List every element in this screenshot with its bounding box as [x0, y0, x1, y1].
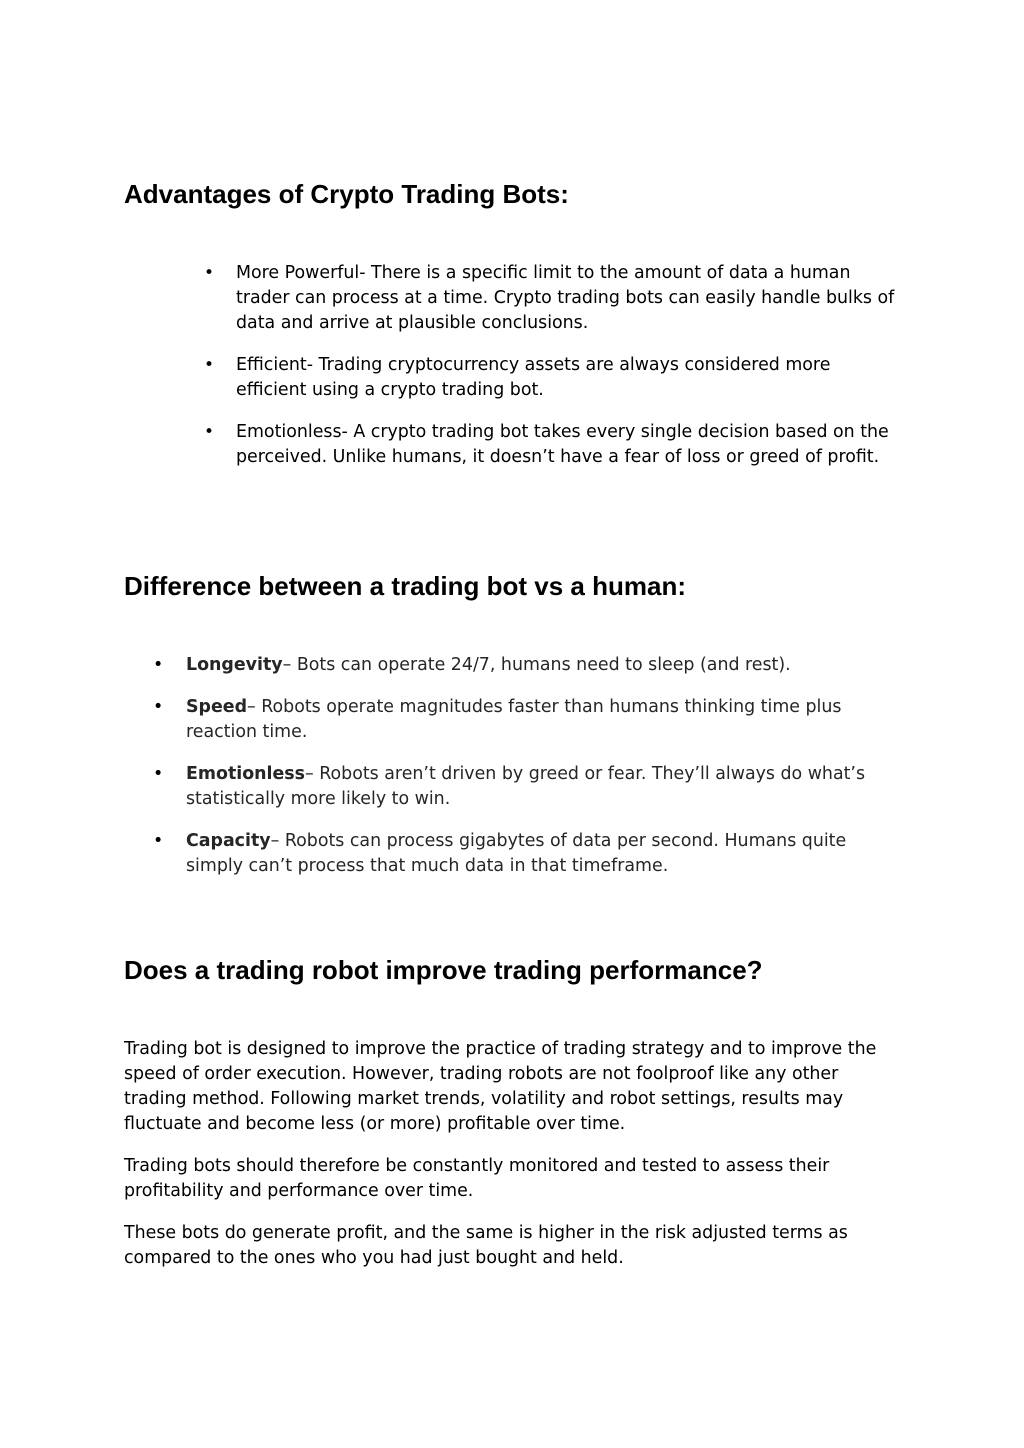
list-item-term: Emotionless — [186, 764, 306, 784]
list-item-term: Longevity — [186, 655, 283, 675]
advantages-list — [124, 261, 904, 487]
bullet-icon: • — [153, 764, 164, 784]
list-item-text: Efficient- Trading cryptocurrency assets are always considered more efficient using a crypto trading bot. — [236, 355, 831, 400]
list-item — [124, 653, 904, 678]
list-item-term: Speed — [186, 697, 248, 717]
list-item — [124, 762, 904, 812]
paragraph: These bots do generate profit, and the same is higher in the risk adjusted terms as compared to the ones who you had just bought and held. — [124, 1223, 848, 1268]
list-item — [124, 261, 904, 336]
list-item-text: – Robots can process gigabytes of data per second. Humans quite simply can’t process that much data in that timeframe. — [186, 831, 847, 876]
list-item-text: – Robots aren’t driven by greed or fear. They’ll always do what’s statistically more likely to win. — [186, 764, 866, 809]
list-item — [124, 353, 904, 403]
bullet-icon: • — [204, 422, 215, 442]
list-item-text: Emotionless- A crypto trading bot takes every single decision based on the perceived. Unlike humans, it doesn’t have a fear of loss or greed of profit. — [236, 422, 889, 467]
list-item — [124, 695, 904, 745]
paragraph: Trading bot is designed to improve the practice of trading strategy and to improve the speed of order execution. However, trading robots are not foolproof like any other trading method. Following market trends, volatility and robot settings, results may fluctuate and become less (or more) profitable over time. — [124, 1039, 877, 1134]
performance-heading: Does a trading robot improve trading performance? — [124, 955, 763, 985]
list-item-text: – Bots can operate 24/7, humans need to sleep (and rest). — [282, 655, 791, 675]
bullet-icon: • — [204, 355, 215, 375]
bullet-icon: • — [204, 263, 215, 283]
bullet-icon: • — [153, 831, 164, 851]
bullet-icon: • — [153, 655, 164, 675]
bullet-icon: • — [153, 697, 164, 717]
list-item-text: More Powerful- There is a specific limit to the amount of data a human trader can process at a time. Crypto trading bots can easily handle bulks of data and arrive at plausible conclusions. — [236, 263, 895, 333]
paragraph: Trading bots should therefore be constantly monitored and tested to assess their profitability and performance over time. — [124, 1156, 830, 1201]
difference-heading: Difference between a trading bot vs a human: — [124, 571, 686, 601]
difference-list — [124, 653, 904, 896]
list-item-term: Capacity — [186, 831, 271, 851]
list-item — [124, 829, 904, 879]
advantages-heading: Advantages of Crypto Trading Bots: — [124, 179, 569, 209]
list-item — [124, 420, 904, 470]
list-item-text: – Robots operate magnitudes faster than humans thinking time plus reaction time. — [186, 697, 842, 742]
performance-body — [124, 1037, 904, 1288]
